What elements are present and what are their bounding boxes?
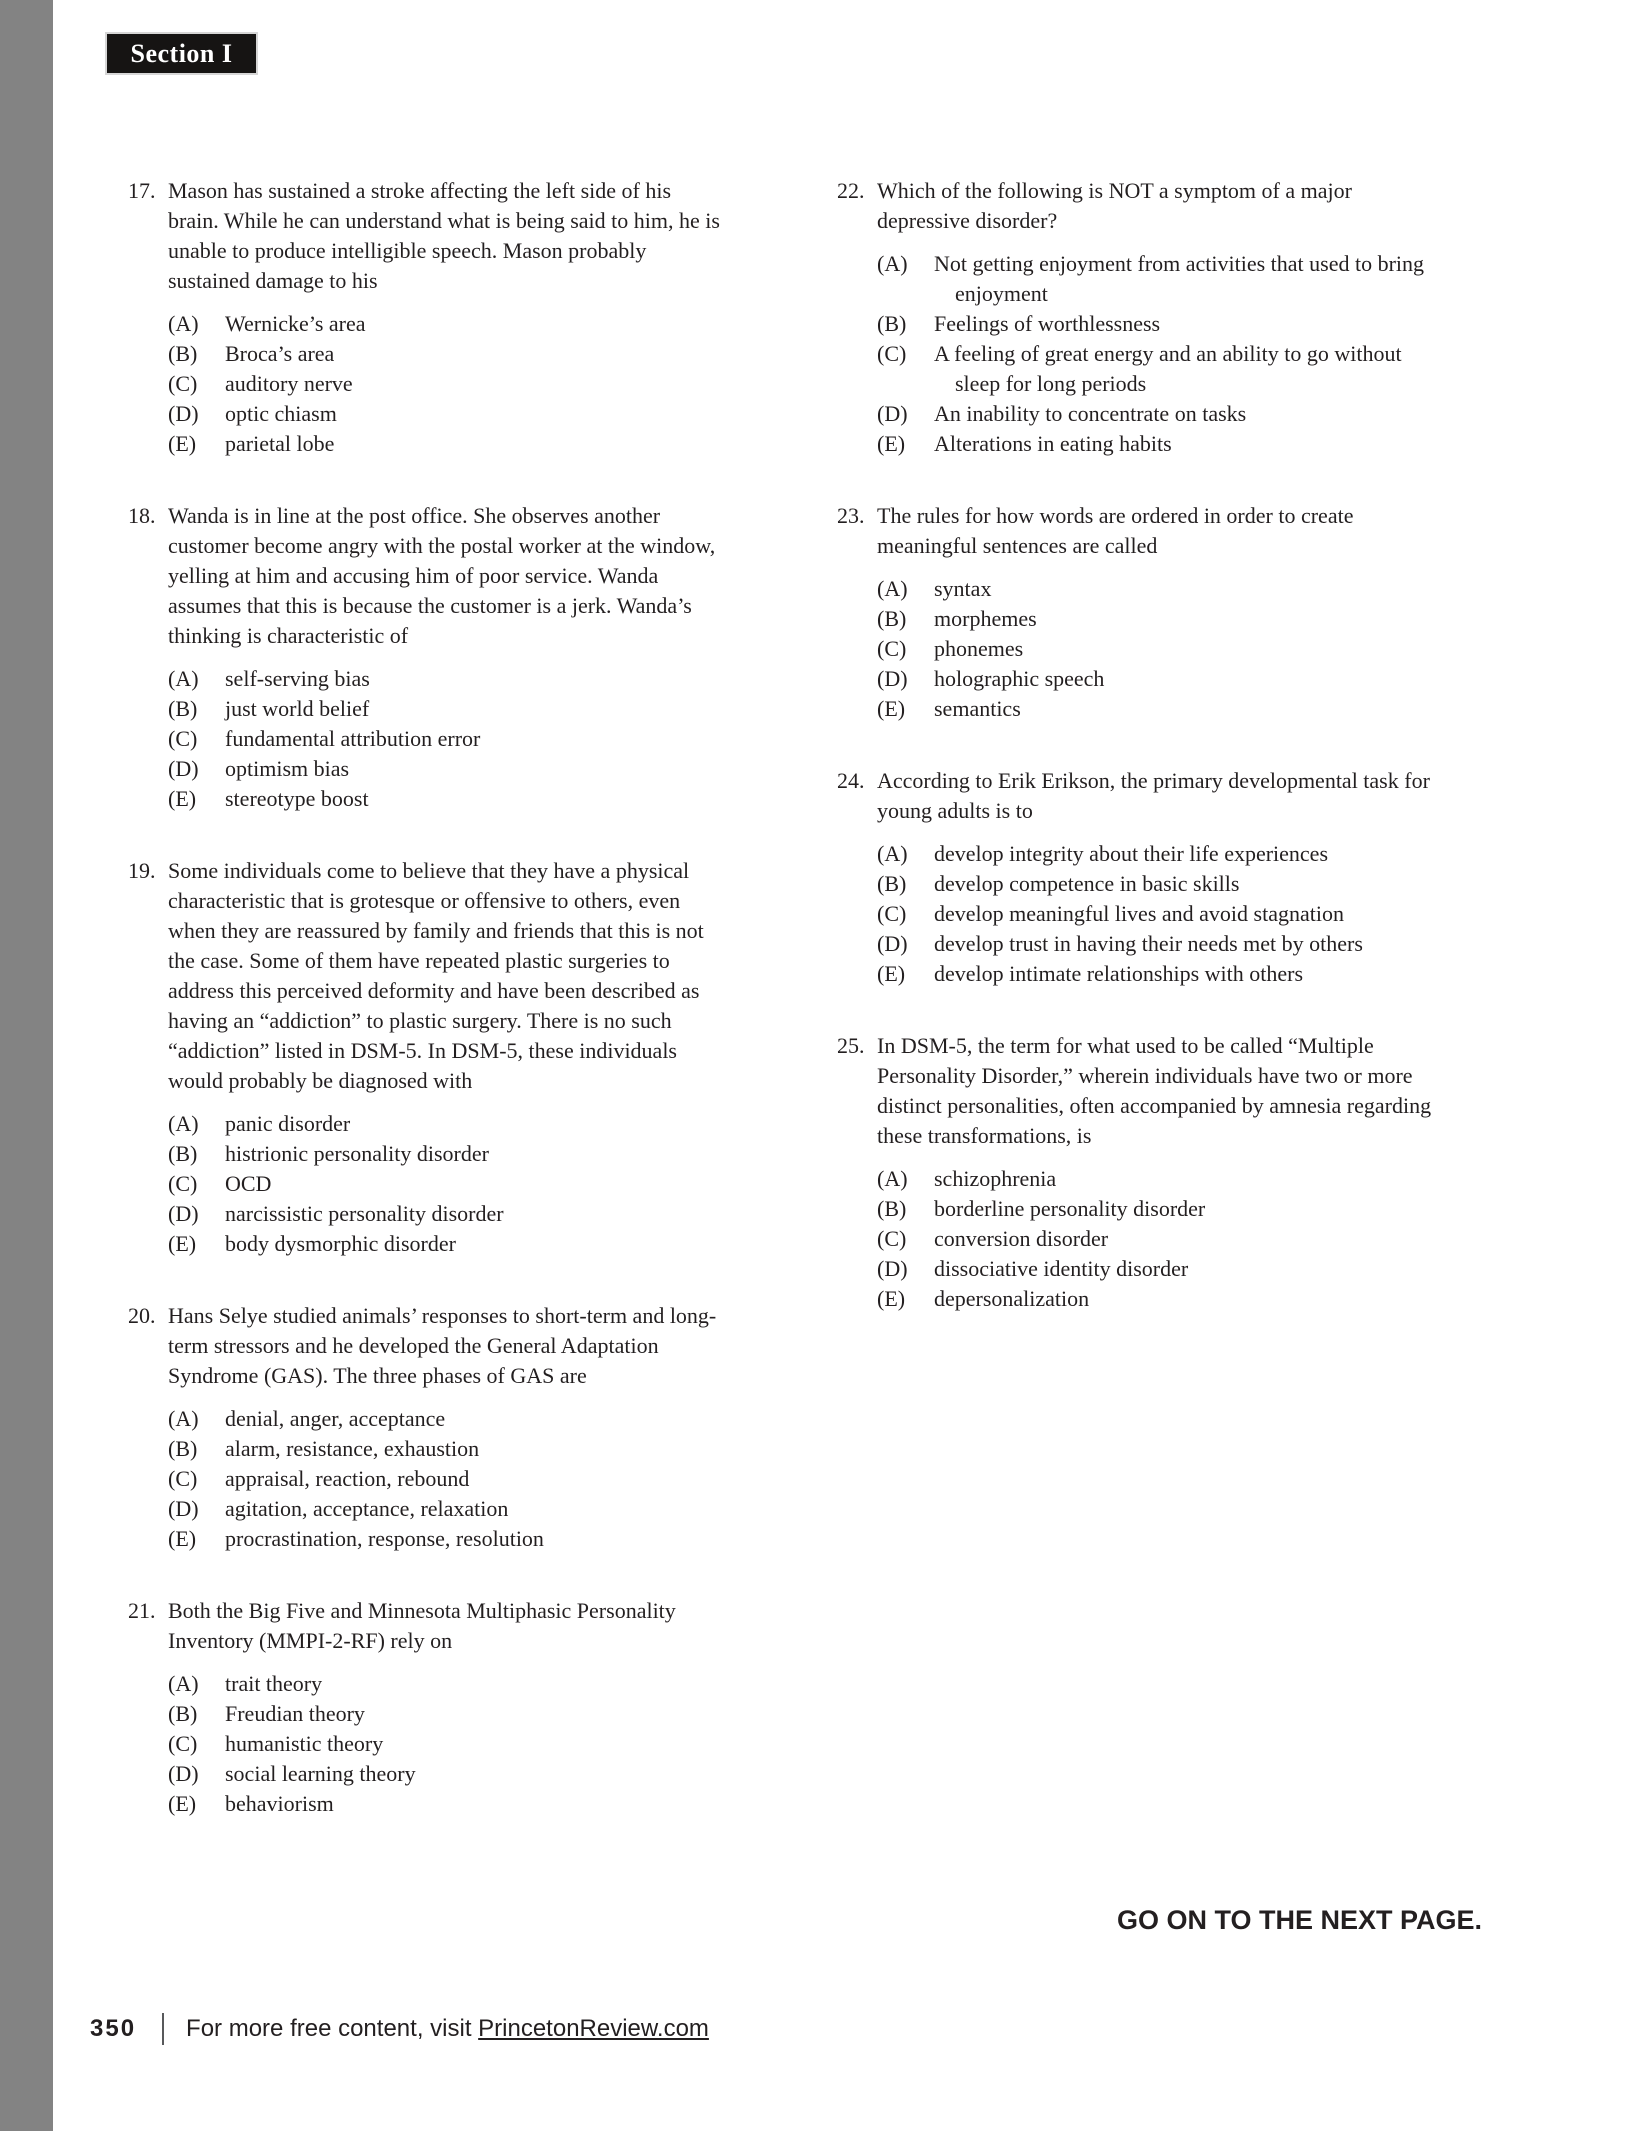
choice-letter: (E): [168, 1791, 197, 1816]
choice-letter: (E): [168, 786, 197, 811]
choice-text: histrionic personality disorder: [225, 1141, 489, 1166]
section-label: Section I: [130, 38, 233, 68]
choice-text: syntax: [934, 576, 992, 601]
choice-text: behaviorism: [225, 1791, 334, 1816]
choice-letter: (D): [168, 756, 199, 781]
question-number: 24.: [837, 768, 865, 793]
choice-letter: (B): [877, 606, 907, 631]
answer-choice: [168, 399, 726, 429]
choice-letter: (D): [877, 666, 908, 691]
choice-text: dissociative identity disorder: [934, 1256, 1189, 1281]
choice-letter: (B): [168, 1436, 198, 1461]
footer: [90, 2013, 709, 2045]
choice-letter: (A): [877, 1166, 908, 1191]
answer-choice: [877, 869, 1443, 899]
question: [128, 1596, 726, 1819]
choice-text: auditory nerve: [225, 371, 353, 396]
choice-text: parietal lobe: [225, 431, 335, 456]
choice-letter: (C): [168, 1171, 198, 1196]
answer-choice: [877, 574, 1443, 604]
go-on-notice: GO ON TO THE NEXT PAGE.: [1116, 1905, 1482, 1935]
question-stem: Hans Selye studied animals’ responses to short-term and long-term stressors and he developed the General Adaptation Syndrome (GAS). The three phases of GAS are: [168, 1303, 717, 1388]
answer-choice: [168, 1789, 726, 1819]
answer-choice: [877, 634, 1443, 664]
answer-choice: [168, 694, 726, 724]
question-number: 18.: [128, 503, 156, 528]
choice-text: agitation, acceptance, relaxation: [225, 1496, 509, 1521]
question-number: 22.: [837, 178, 865, 203]
choice-list: [168, 1669, 726, 1819]
answer-choice: [168, 784, 726, 814]
answer-choice: [877, 1164, 1443, 1194]
choice-text: develop competence in basic skills: [934, 871, 1240, 896]
answer-choice: [168, 1524, 726, 1554]
choice-text: Not getting enjoyment from activities that used to bring enjoyment: [934, 251, 1425, 306]
answer-choice: [877, 339, 1443, 399]
answer-choice: [877, 899, 1443, 929]
choice-letter: (D): [168, 1496, 199, 1521]
question-number: 25.: [837, 1033, 865, 1058]
question-stem: Both the Big Five and Minnesota Multiphasic Personality Inventory (MMPI-2-RF) rely on: [168, 1598, 676, 1653]
answer-choice: [168, 1139, 726, 1169]
choice-letter: (A): [168, 1406, 199, 1431]
question-number: 17.: [128, 178, 156, 203]
choice-letter: (A): [168, 311, 199, 336]
choice-text: borderline personality disorder: [934, 1196, 1206, 1221]
answer-choice: [877, 839, 1443, 869]
choice-letter: (D): [168, 401, 199, 426]
choice-text: body dysmorphic disorder: [225, 1231, 456, 1256]
choice-text: morphemes: [934, 606, 1037, 631]
choice-text: denial, anger, acceptance: [225, 1406, 446, 1431]
choice-letter: (E): [168, 1231, 197, 1256]
choice-text: optimism bias: [225, 756, 350, 781]
question-stem: According to Erik Erikson, the primary developmental task for young adults is to: [877, 768, 1430, 823]
footer-divider: [162, 2013, 164, 2045]
question: [128, 1301, 726, 1554]
answer-choice: [168, 1494, 726, 1524]
choice-text: humanistic theory: [225, 1731, 384, 1756]
choice-letter: (C): [877, 1226, 907, 1251]
choice-letter: (E): [877, 431, 906, 456]
footer-text-label: For more free content, visit: [186, 2015, 479, 2042]
choice-letter: (C): [877, 901, 907, 926]
page-number: 350: [90, 2015, 137, 2042]
choice-letter: (C): [877, 341, 907, 366]
choice-letter: (C): [168, 371, 198, 396]
question: [837, 1031, 1443, 1314]
answer-choice: [168, 1229, 726, 1259]
choice-text: just world belief: [225, 696, 370, 721]
choice-letter: (B): [877, 871, 907, 896]
footer-text: [186, 2015, 709, 2043]
question-number: 20.: [128, 1303, 156, 1328]
choice-list: [877, 249, 1443, 459]
choice-letter: (C): [168, 1731, 198, 1756]
question-body: [168, 176, 726, 459]
answer-choice: [877, 694, 1443, 724]
question-body: [877, 766, 1443, 989]
answer-choice: [877, 959, 1443, 989]
choice-text: develop intimate relationships with others: [934, 961, 1304, 986]
choice-text: stereotype boost: [225, 786, 369, 811]
question-stem: Mason has sustained a stroke affecting the left side of his brain. While he can understand what is being said to him, he is unable to produce intelligible speech. Mason probably sustained damage to his: [168, 178, 720, 293]
choice-text: depersonalization: [934, 1286, 1090, 1311]
answer-choice: [168, 1109, 726, 1139]
question-body: [877, 501, 1443, 724]
choice-text: fundamental attribution error: [225, 726, 481, 751]
question-body: [168, 856, 726, 1259]
choice-letter: (B): [168, 696, 198, 721]
answer-choice: [877, 429, 1443, 459]
answer-choice: [877, 1224, 1443, 1254]
answer-choice: [877, 399, 1443, 429]
choice-text: appraisal, reaction, rebound: [225, 1466, 470, 1491]
question: [837, 176, 1443, 459]
choice-letter: (A): [877, 576, 908, 601]
answer-choice: [168, 1759, 726, 1789]
answer-choice: [168, 1169, 726, 1199]
choice-text: develop meaningful lives and avoid stagnation: [934, 901, 1344, 926]
choice-text: Broca’s area: [225, 341, 335, 366]
choice-text: schizophrenia: [934, 1166, 1057, 1191]
choice-list: [168, 1404, 726, 1554]
choice-list: [877, 839, 1443, 989]
choice-text: An inability to concentrate on tasks: [934, 401, 1247, 426]
choice-letter: (C): [877, 636, 907, 661]
questions-column-right: [837, 176, 1443, 1356]
answer-choice: [168, 1669, 726, 1699]
choice-text: A feeling of great energy and an ability to go without sleep for long periods: [934, 341, 1402, 396]
page-edge-bar: [0, 0, 53, 2131]
choice-letter: (E): [877, 696, 906, 721]
choice-letter: (B): [168, 341, 198, 366]
answer-choice: [877, 664, 1443, 694]
choice-letter: (C): [168, 1466, 198, 1491]
question-body: [168, 501, 726, 814]
choice-letter: (D): [168, 1201, 199, 1226]
choice-letter: (E): [877, 961, 906, 986]
section-badge: [105, 32, 258, 75]
choice-text: develop integrity about their life experiences: [934, 841, 1329, 866]
answer-choice: [168, 754, 726, 784]
choice-text: self-serving bias: [225, 666, 370, 691]
answer-choice: [168, 309, 726, 339]
question: [128, 176, 726, 459]
answer-choice: [877, 1194, 1443, 1224]
answer-choice: [877, 1254, 1443, 1284]
answer-choice: [877, 1284, 1443, 1314]
choice-letter: (A): [877, 841, 908, 866]
choice-letter: (E): [168, 431, 197, 456]
choice-list: [877, 574, 1443, 724]
question-body: [168, 1301, 726, 1554]
choice-text: holographic speech: [934, 666, 1105, 691]
choice-letter: (C): [168, 726, 198, 751]
question-stem: Wanda is in line at the post office. She observes another customer become angry with the postal worker at the window, yelling at him and accusing him of poor service. Wanda assumes that this is because the customer is a jerk. Wanda’s thinking is characteristic of: [168, 503, 716, 648]
answer-choice: [168, 664, 726, 694]
question-stem: In DSM-5, the term for what used to be called “Multiple Personality Disorder,” wherein individuals have two or more distinct personalities, often accompanied by amnesia regarding these transformations, is: [877, 1033, 1432, 1148]
choice-letter: (A): [168, 1111, 199, 1136]
choice-letter: (D): [877, 401, 908, 426]
questions-column-left: [128, 176, 726, 1861]
choice-text: phonemes: [934, 636, 1024, 661]
choice-text: Freudian theory: [225, 1701, 365, 1726]
choice-list: [877, 1164, 1443, 1314]
choice-letter: (E): [877, 1286, 906, 1311]
choice-text: trait theory: [225, 1671, 323, 1696]
question: [837, 766, 1443, 989]
choice-text: Feelings of worthlessness: [934, 311, 1161, 336]
choice-list: [168, 309, 726, 459]
choice-letter: (A): [877, 251, 908, 276]
footer-link: PrincetonReview.com: [478, 2015, 709, 2042]
question-stem: The rules for how words are ordered in order to create meaningful sentences are called: [877, 503, 1354, 558]
answer-choice: [168, 1404, 726, 1434]
question-body: [877, 176, 1443, 459]
choice-letter: (D): [877, 1256, 908, 1281]
choice-text: procrastination, response, resolution: [225, 1526, 544, 1551]
choice-text: alarm, resistance, exhaustion: [225, 1436, 480, 1461]
choice-letter: (B): [877, 311, 907, 336]
question-stem: Which of the following is NOT a symptom of a major depressive disorder?: [877, 178, 1352, 233]
choice-letter: (E): [168, 1526, 197, 1551]
answer-choice: [877, 249, 1443, 309]
choice-letter: (B): [168, 1701, 198, 1726]
question-stem: Some individuals come to believe that they have a physical characteristic that is grotesque or offensive to others, even when they are reassured by family and friends that this is not the case. Some of them have repeated plastic surgeries to address this perceived deformity and have been described as having an “addiction” to plastic surgery. There is no such “addiction” listed in DSM-5. In DSM-5, these individuals would probably be diagnosed with: [168, 858, 704, 1093]
answer-choice: [168, 339, 726, 369]
choice-text: OCD: [225, 1171, 272, 1196]
choice-text: social learning theory: [225, 1761, 416, 1786]
choice-text: Alterations in eating habits: [934, 431, 1172, 456]
choice-letter: (B): [168, 1141, 198, 1166]
choice-text: narcissistic personality disorder: [225, 1201, 504, 1226]
answer-choice: [168, 429, 726, 459]
question-body: [877, 1031, 1443, 1314]
answer-choice: [168, 1464, 726, 1494]
question-number: 19.: [128, 858, 156, 883]
choice-letter: (A): [168, 1671, 199, 1696]
answer-choice: [168, 1729, 726, 1759]
choice-text: conversion disorder: [934, 1226, 1109, 1251]
choice-list: [168, 664, 726, 814]
question-body: [168, 1596, 726, 1819]
choice-text: semantics: [934, 696, 1021, 721]
choice-letter: (B): [877, 1196, 907, 1221]
choice-letter: (A): [168, 666, 199, 691]
choice-text: develop trust in having their needs met by others: [934, 931, 1363, 956]
answer-choice: [168, 369, 726, 399]
answer-choice: [168, 1699, 726, 1729]
choice-list: [168, 1109, 726, 1259]
choice-text: optic chiasm: [225, 401, 337, 426]
question-number: 21.: [128, 1598, 156, 1623]
question: [128, 856, 726, 1259]
choice-text: Wernicke’s area: [225, 311, 366, 336]
question: [837, 501, 1443, 724]
choice-letter: (D): [877, 931, 908, 956]
answer-choice: [168, 1199, 726, 1229]
answer-choice: [168, 1434, 726, 1464]
answer-choice: [877, 309, 1443, 339]
question: [128, 501, 726, 814]
answer-choice: [877, 604, 1443, 634]
choice-letter: (D): [168, 1761, 199, 1786]
choice-text: panic disorder: [225, 1111, 351, 1136]
answer-choice: [168, 724, 726, 754]
answer-choice: [877, 929, 1443, 959]
question-number: 23.: [837, 503, 865, 528]
